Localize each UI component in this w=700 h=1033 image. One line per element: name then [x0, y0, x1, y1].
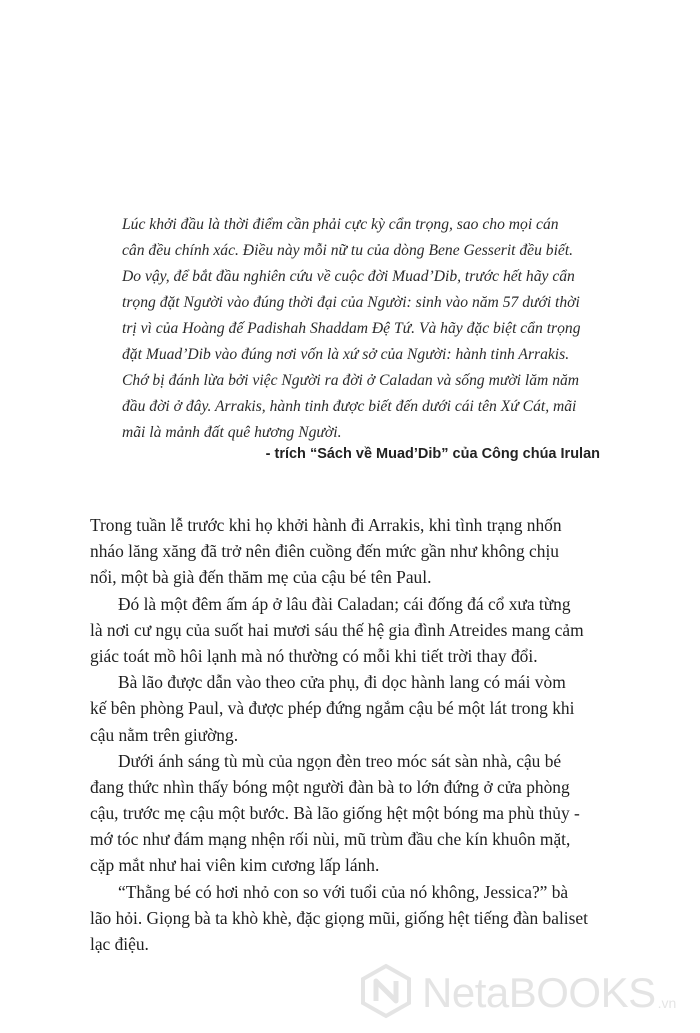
body-line: mớ tóc như đám mạng nhện rối nùi, mũ trùm đầu che kín khuôn mặt,	[90, 829, 571, 850]
body-line: lão hỏi. Giọng bà ta khò khè, đặc giọng mũi, giống hệt tiếng đàn baliset	[90, 907, 588, 928]
epigraph-line: trọng đặt Người vào đúng thời đại của Người: sinh vào năm 57 dưới thời	[122, 294, 580, 311]
body-line: lạc điệu.	[90, 934, 149, 954]
epigraph	[122, 212, 600, 446]
watermark-suffix: .vn	[657, 995, 677, 1011]
epigraph-line: cân đều chính xác. Điều này mỗi nữ tu của dòng Bene Gesserit đều biết.	[122, 242, 574, 259]
body-line: cặp mắt như hai viên kim cương lấp lánh.	[90, 855, 380, 876]
body-line: nháo lăng xăng đã trở nên điên cuồng đến mức gần như không chịu	[90, 541, 559, 562]
epigraph-line: Lúc khởi đầu là thời điểm cần phải cực kỳ cẩn trọng, sao cho mọi cán	[122, 216, 559, 233]
body-line: Bà lão được dẫn vào theo cửa phụ, đi dọc hành lang có mái vòm	[118, 672, 566, 693]
epigraph-line: đặt Muad’Dib vào đúng nơi vốn là xứ sở của Người: hành tinh Arrakis.	[122, 346, 570, 363]
epigraph-line: mãi là mảnh đất quê hương Người.	[122, 424, 342, 441]
body-line: Đó là một đêm ấm áp ở lâu đài Caladan; cái đống đá cổ xưa từng	[118, 593, 571, 614]
neta-logo-icon	[358, 963, 414, 1024]
epigraph-line: Do vậy, để bắt đầu nghiên cứu về cuộc đời Muad’Dib, trước hết hãy cẩn	[122, 268, 575, 285]
body-line: Dưới ánh sáng tù mù của ngọn đèn treo móc sát sàn nhà, cậu bé	[118, 750, 562, 771]
epigraph-line: đầu đời ở đây. Arrakis, hành tinh được biết đến dưới cái tên Xứ Cát, mãi	[122, 398, 577, 415]
body-line: nổi, một bà già đến thăm mẹ của cậu bé tên Paul.	[90, 567, 432, 588]
body-text	[90, 512, 610, 957]
body-line: là nơi cư ngụ của suốt hai mươi sáu thế hệ gia đình Atreides mang cảm	[90, 619, 584, 640]
epigraph-line: Chớ bị đánh lừa bởi việc Người ra đời ở Caladan và sống mười lăm năm	[122, 372, 580, 389]
body-line: cậu nằm trên giường.	[90, 724, 239, 745]
body-line: đang thức nhìn thấy bóng một người đàn bà to lớn đứng ở cửa phòng	[90, 776, 570, 797]
watermark	[358, 958, 676, 1028]
watermark-text: NetaBOOKS	[422, 969, 656, 1016]
epigraph-line: trị vì của Hoàng đế Padishah Shaddam Đệ Tứ. Và hãy đặc biệt cẩn trọng	[122, 320, 581, 337]
epigraph-attribution: - trích “Sách về Muad’Dib” của Công chúa Irulan	[265, 446, 600, 462]
body-line: kế bên phòng Paul, và được phép đứng ngắm cậu bé một lát trong khi	[90, 698, 575, 719]
body-line: cậu, trước mẹ cậu một bước. Bà lão giống hệt một bóng ma phù thủy -	[90, 803, 580, 824]
body-line: “Thằng bé có hơi nhỏ con so với tuổi của nó không, Jessica?” bà	[118, 881, 569, 902]
body-line: Trong tuần lễ trước khi họ khởi hành đi Arrakis, khi tình trạng nhốn	[90, 515, 562, 535]
body-line: giác toát mồ hôi lạnh mà nó thường có mỗi khi tiết trời thay đổi.	[90, 645, 538, 666]
